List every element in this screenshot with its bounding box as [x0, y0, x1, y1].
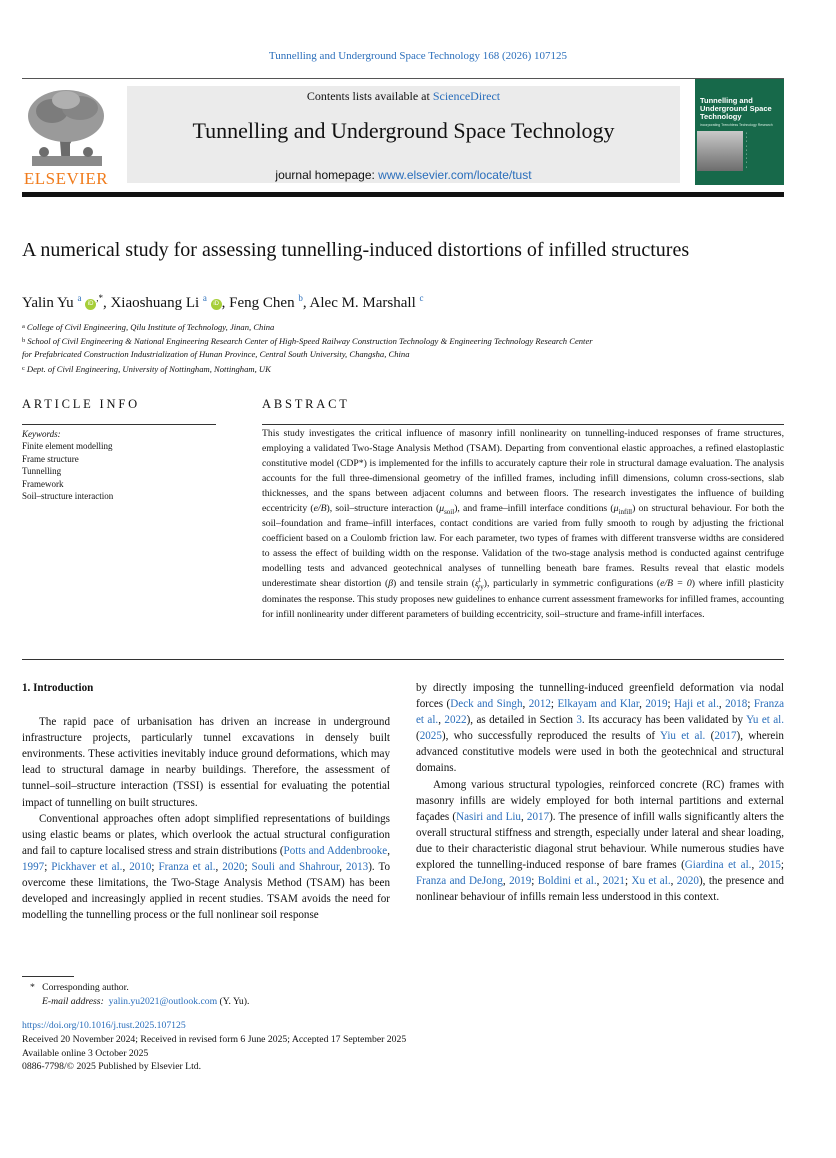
keyword: Framework: [22, 478, 64, 489]
article-info-rule: [22, 424, 216, 425]
article-meta: [22, 1019, 622, 1074]
affil-mark: a: [22, 323, 25, 330]
citation-link[interactable]: Franza et al.: [158, 860, 216, 873]
abstract-text: This study investigates the critical influence of masonry infill nonlinearity on tunnelling-induced responses of frame structures, employing a validated Two-Stage Analysis Method (TSAM). Departing from conventional elastic approaches, a refined elastoplastic constitutive model (CDP*) is implemented for the infills to accurately capture their role in structural damage evaluation. The analysis accounts for the full three-dimensional geometry of the infilled frames, including infill dimensions, column cross-sections, slab thicknesses, and the spans between adjacent columns and between floors. The research investigates the influence of building eccentricity (e/B), soil–structure interaction $(\mu_{soil})$, and frame–infill interface conditions $(\mu_{infill})$ on structural behaviour. For both the soil–foundation and frame–infill interfaces, contact conditions are varied from fully smooth to rough by adjusting the frictional coefficient based on a Coulomb friction law. For each parameter, two types of frames with different transverse widths are considered to assess the effect of building width on the response. Validation of the two-stage analysis method is conducted against centrifuge modelling tests and advanced geotechnical analyses of tunnelling beneath bare frames. Results reveal that elastic models underestimate shear distortion (β) and tensile strain $(\varepsilon^t_{yy})$, particularly in symmetric configurations (e/B = 0) where infill plasticity dominates the response. This study proposes new guidelines to enhance current assessment frameworks for infilled frames, accounting for infill nonlinearity under different parameters of building eccentricity, soil–structure and frame-infill interfaces.: [262, 428, 785, 620]
affil-mark[interactable]: a: [77, 293, 82, 303]
citation-link[interactable]: 2018: [725, 698, 748, 711]
cover-title: Tunnelling and Underground Space Technology: [700, 96, 772, 121]
header-rule: [22, 78, 784, 79]
keyword: Soil–structure interaction: [22, 491, 114, 502]
citation-link[interactable]: 2012: [528, 698, 551, 711]
affiliations: [22, 320, 782, 376]
citation-link[interactable]: Boldini et al.: [537, 875, 597, 888]
footnote-rule: [22, 976, 74, 977]
citation-link[interactable]: Franza and DeJong: [416, 875, 503, 888]
paragraph: by directly imposing the tunnelling-induced greenfield deformation via nodal forces (Deck and Singh, 2012; Elkayam and Klar, 2019; Haji et al., 2018; Franza et al., 2022), as detailed in Section 3. Its accuracy has been validated by Yu et al. (2025), who successfully reproduced the results of Yiu et al. (2017), wherein advanced constitutive models were used in both the geotechnical and structural domains.: [416, 682, 785, 775]
keywords-block: [22, 428, 216, 502]
orcid-icon[interactable]: iD: [211, 299, 222, 310]
abstract-heading: ABSTRACT: [262, 397, 350, 411]
affiliation: School of Civil Engineering & National Engineering Research Center of High-Speed Railway Construction Technology & Engineering Technology Research Center: [27, 336, 593, 347]
cover-subtitle: incorporating Trenchless Technology Research: [700, 123, 773, 127]
affil-mark[interactable]: b: [298, 293, 303, 303]
citation-link[interactable]: Pickhaver et al.: [51, 860, 123, 873]
citation-link[interactable]: Haji et al.: [674, 698, 719, 711]
keyword: Finite element modelling: [22, 441, 113, 452]
citation-link[interactable]: 2017: [714, 730, 737, 743]
footnote-mark: *: [30, 982, 35, 993]
keywords-label: Keywords:: [22, 429, 61, 439]
affil-mark: b: [22, 337, 26, 345]
citation-link[interactable]: Nasiri and Liu: [456, 810, 521, 823]
citation-link[interactable]: 2019: [645, 698, 668, 711]
affil-mark[interactable]: a: [202, 293, 207, 303]
cover-list-decoration: ▪ ▪ ▪ ▪ ▪ ▪ ▪ ▪ ▪: [746, 131, 748, 169]
corresponding-mark[interactable]: ,*: [96, 293, 103, 303]
received-dates: Received 20 November 2024; Received in revised form 6 June 2025; Accepted 17 September 2025: [22, 1033, 407, 1045]
email-label: E-mail address:: [42, 996, 104, 1007]
citation-link[interactable]: 2020: [676, 875, 699, 888]
affil-mark[interactable]: c: [419, 293, 424, 303]
orcid-icon[interactable]: iD: [85, 299, 96, 310]
header-thick-rule: [22, 192, 784, 197]
footnote: [30, 981, 530, 1009]
keyword: Frame structure: [22, 453, 79, 464]
affil-mark: c: [22, 364, 25, 372]
keyword: Tunnelling: [22, 466, 62, 477]
citation-link[interactable]: 2013: [346, 860, 369, 873]
citation-link[interactable]: Giardina et al.: [684, 859, 752, 872]
citation-link[interactable]: 2010: [129, 860, 152, 873]
citation-link[interactable]: Elkayam and Klar: [557, 698, 640, 711]
section-heading: 1. Introduction: [22, 682, 94, 694]
citation-link[interactable]: Xu et al.: [631, 875, 671, 888]
body-column-left: [22, 680, 390, 923]
citation-link[interactable]: Franza et al.: [416, 698, 785, 727]
citation-link[interactable]: Yiu et al.: [659, 730, 706, 743]
citation-link[interactable]: 2022: [444, 714, 467, 727]
paragraph: Among various structural typologies, reinforced concrete (RC) frames with masonry infills are widely employed for both internal partitions and external façades (Nasiri and Liu, 2017). The presence of infill walls significantly alters the overall structural stiffness and strength, especially under lateral and shear loading, due to their characteristic diagonal strut behaviour. While numerous studies have explored the tunnelling-induced response of bare frames (Giardina et al., 2015; Franza and DeJong, 2019; Boldini et al., 2021; Xu et al., 2020), the presence and nonlinear behaviour of infills remain less understood in this context.: [416, 778, 785, 904]
affiliation: College of Civil Engineering, Qilu Institute of Technology, Jinan, China: [26, 322, 275, 332]
homepage-link[interactable]: www.elsevier.com/locate/tust: [378, 168, 532, 182]
section-rule: [22, 659, 784, 660]
paragraph: The rapid pace of urbanisation has driven an increase in underground infrastructure projects, particularly tunnel excavations in densely built environments. These activities inevitably induce ground deformations, which may lead to structural damage in nearby buildings. Therefore, the assessment of tunnel–soil–structure interaction (TSSI) is essential for evaluating the potential impact of tunnelling on built structures.: [22, 716, 390, 809]
author-name[interactable]: Alec M. Marshall: [309, 295, 416, 311]
citation-link[interactable]: 2015: [758, 859, 781, 872]
footnote-text: Corresponding author.: [42, 982, 129, 993]
paragraph: Conventional approaches often adopt simplified representations of buildings using elastic beams or plates, which overlook the actual structural configuration and fail to capture localised stress and strain distributions (Potts and Addenbrooke, 1997; Pickhaver et al., 2010; Franza et al., 2020; Souli and Shahrour, 2013). To overcome these limitations, the Two-Stage Analysis Method (TSAM) has been developed and increasingly applied in recent studies. TSAM avoids the need for modelling the tunnelling process or the full nonlinear soil response: [22, 812, 391, 922]
citation-link[interactable]: 2021: [602, 875, 625, 888]
available-online: Available online 3 October 2025: [22, 1047, 149, 1059]
section-link[interactable]: 3: [576, 714, 582, 727]
doi-link[interactable]: https://doi.org/10.1016/j.tust.2025.107125: [22, 1020, 186, 1031]
citation-link[interactable]: 2025: [419, 730, 442, 743]
author-name[interactable]: Feng Chen: [229, 295, 295, 311]
sciencedirect-link[interactable]: ScienceDirect: [432, 89, 501, 103]
citation-link[interactable]: Potts and Addenbrooke: [283, 844, 388, 857]
citation-link[interactable]: Souli and Shahrour: [251, 860, 340, 873]
citation-link[interactable]: 1997: [22, 860, 45, 873]
article-title: A numerical study for assessing tunnelling-induced distortions of infilled structures: [22, 239, 690, 261]
journal-title: Tunnelling and Underground Space Technology: [192, 118, 615, 143]
cover-photo-icon: [697, 131, 743, 171]
journal-citation[interactable]: Tunnelling and Underground Space Technology 168 (2026) 107125: [268, 50, 568, 62]
email-link[interactable]: yalin.yu2021@outlook.com: [108, 996, 218, 1007]
journal-homepage: journal homepage: www.elsevier.com/locate/tust: [275, 168, 532, 182]
affiliation: for Prefabricated Construction Industrialization of Hunan Province, Central South University, Changsha, China: [22, 349, 410, 360]
citation-link[interactable]: 2017: [526, 810, 550, 823]
contents-line: Contents lists available at ScienceDirect: [306, 89, 501, 103]
affiliation: Dept. of Civil Engineering, University of Nottingham, Nottingham, UK: [26, 363, 271, 374]
author-name[interactable]: Xiaoshuang Li: [110, 295, 200, 311]
author-list: Yalin Yu $^a$ iD,*, Xiaoshuang Li $^a$ iD , Feng Chen $^b$, Alec M. Marshall $^c$: [22, 293, 424, 311]
body-column-right: [416, 680, 784, 905]
copyright: 0886-7798/© 2025 Published by Elsevier Ltd.: [22, 1061, 202, 1073]
citation-link[interactable]: 2020: [222, 860, 245, 873]
author-name[interactable]: Yalin Yu: [22, 295, 74, 311]
abstract-rule: [262, 424, 784, 425]
citation-link[interactable]: 2019: [509, 875, 532, 888]
publisher-logo-text[interactable]: ELSEVIER: [23, 169, 109, 188]
article-info-heading: ARTICLE INFO: [22, 397, 140, 411]
citation-link[interactable]: Yu et al.: [746, 714, 785, 727]
email-suffix: (Y. Yu).: [219, 996, 250, 1007]
citation-link[interactable]: Deck and Singh: [450, 698, 523, 711]
